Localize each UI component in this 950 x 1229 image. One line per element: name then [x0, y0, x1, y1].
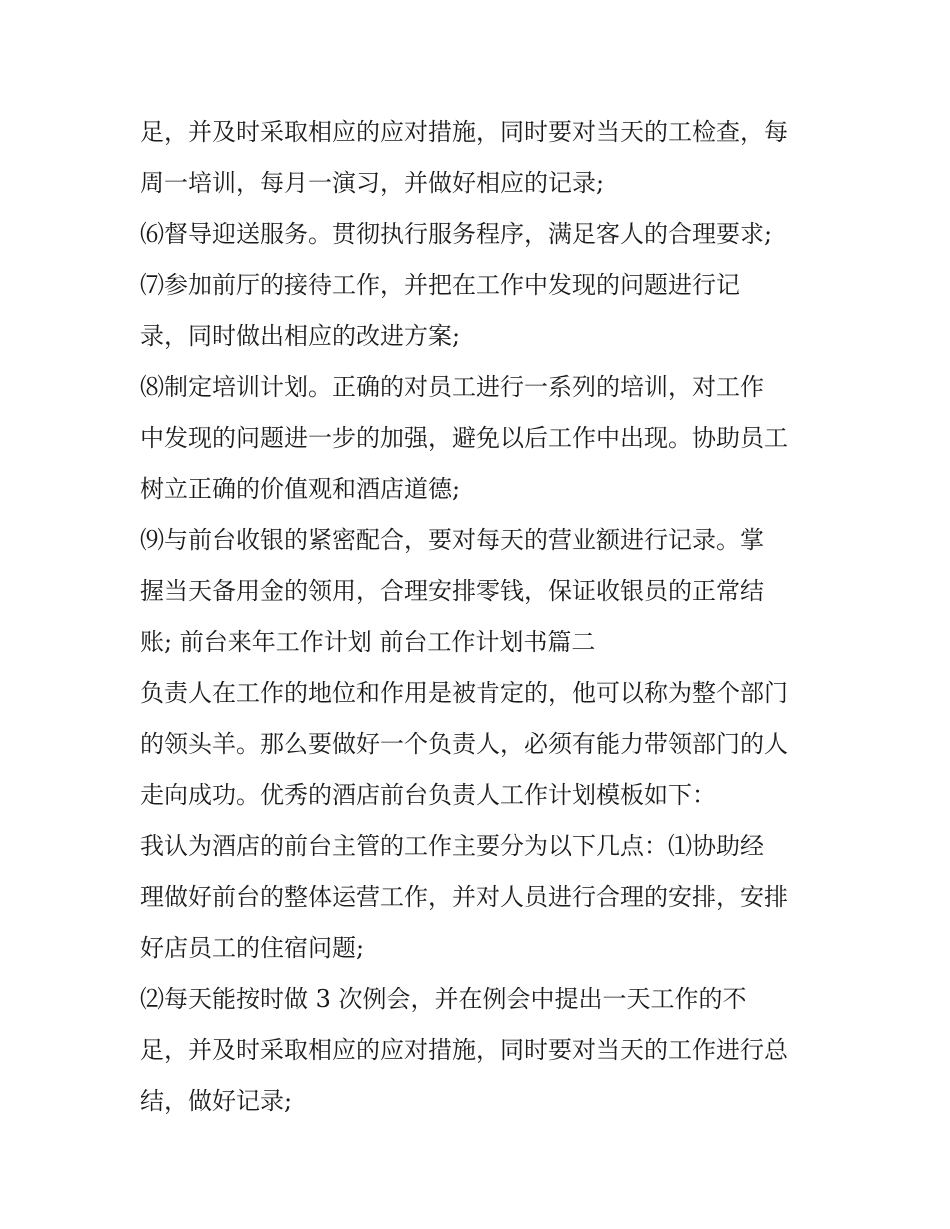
text-line: 好店员工的住宿问题;	[140, 934, 365, 962]
text-line: ⑹督导迎送服务。贯彻执行服务程序，满足客人的合理要求;	[140, 220, 773, 248]
text-line: ⑵每天能按时做 3 次例会，并在例会中提出一天工作的不	[140, 985, 747, 1013]
text-line: 树立正确的价值观和酒店道德;	[140, 475, 461, 503]
text-line: 我认为酒店的前台主管的工作主要分为以下几点：⑴协助经	[140, 832, 764, 860]
text-line: 周一培训，每月一演习，并做好相应的记录;	[140, 169, 605, 197]
text-line: 理做好前台的整体运营工作，并对人员进行合理的安排，安排	[140, 883, 788, 911]
text-line: 账; 前台来年工作计划 前台工作计划书篇二	[140, 628, 596, 656]
text-line: ⑺参加前厅的接待工作，并把在工作中发现的问题进行记	[140, 271, 740, 299]
text-line: 握当天备用金的领用，合理安排零钱，保证收银员的正常结	[140, 577, 764, 605]
text-line: ⑻制定培训计划。正确的对员工进行一系列的培训，对工作	[140, 373, 764, 401]
text-line: 走向成功。优秀的酒店前台负责人工作计划模板如下：	[140, 781, 716, 809]
document-body	[140, 110, 830, 1130]
text-line: 足，并及时采取相应的应对措施，同时要对当天的工检查，每	[140, 118, 788, 146]
text-line: 结，做好记录;	[140, 1087, 293, 1115]
text-line: 的领头羊。那么要做好一个负责人，必须有能力带领部门的人	[140, 730, 788, 758]
text-line: 足，并及时采取相应的应对措施，同时要对当天的工作进行总	[140, 1036, 788, 1064]
text-line: 录，同时做出相应的改进方案;	[140, 322, 461, 350]
text-line: 负责人在工作的地位和作用是被肯定的，他可以称为整个部门	[140, 679, 788, 707]
text-line: 中发现的问题进一步的加强，避免以后工作中出现。协助员工	[140, 424, 788, 452]
text-line: ⑼与前台收银的紧密配合，要对每天的营业额进行记录。掌	[140, 526, 764, 554]
